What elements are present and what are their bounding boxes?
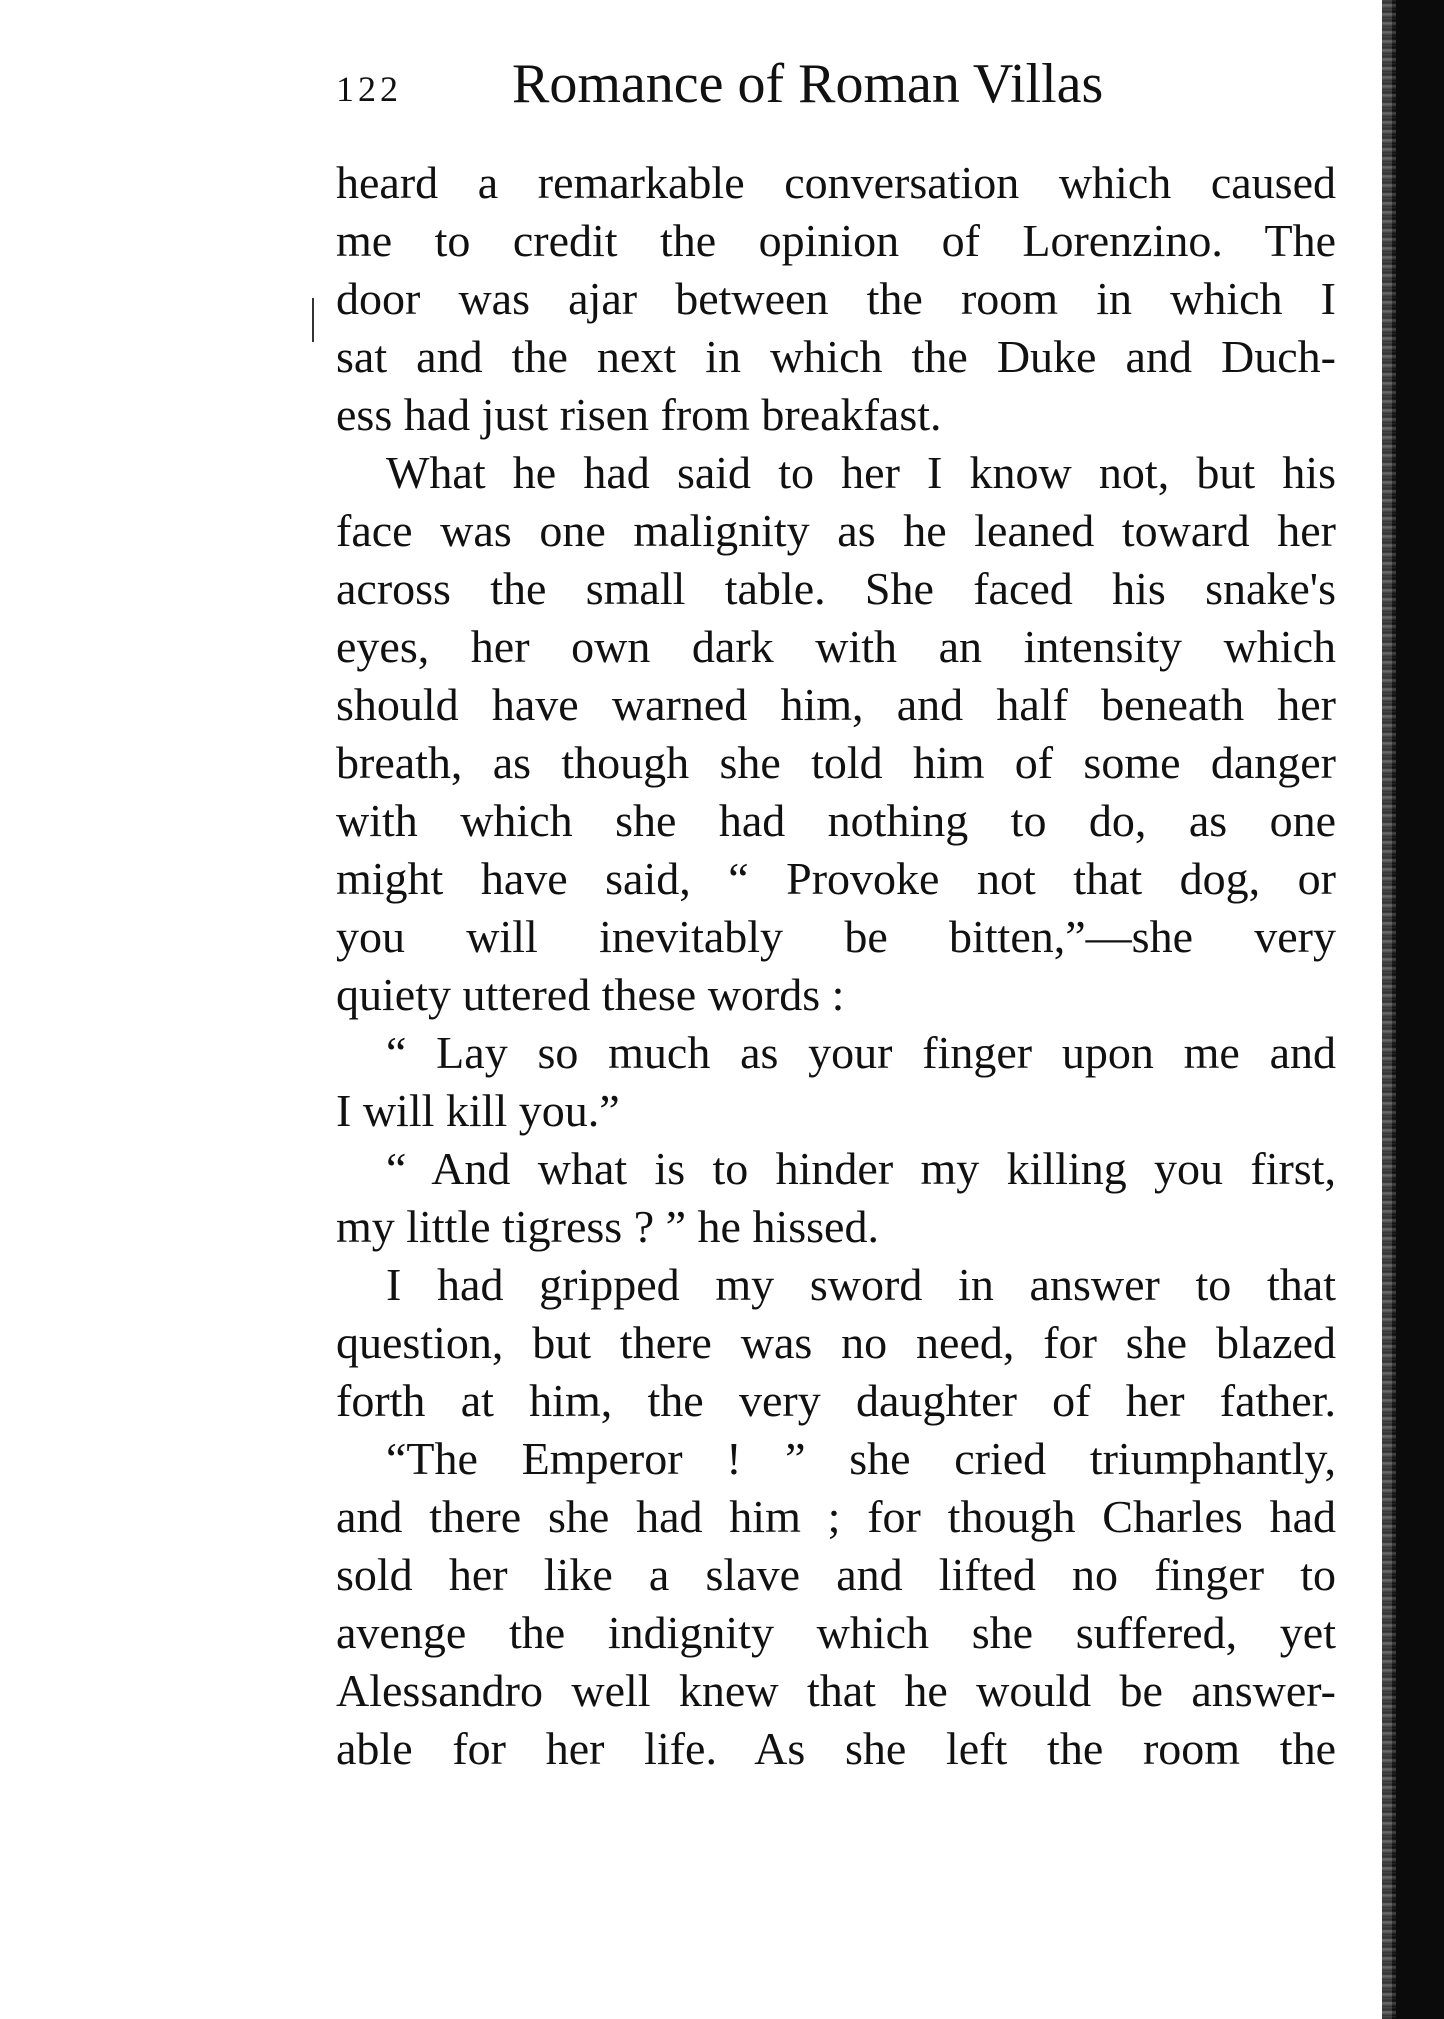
page-number: 122 [336, 69, 402, 109]
text-line: avenge the indignity which she suffered, yet [336, 1607, 1336, 1658]
text-line: I had gripped my sword in answer to that [386, 1259, 1336, 1310]
text-line: with which she had nothing to do, as one [336, 795, 1336, 846]
text-line: able for her life. As she left the room the [336, 1723, 1336, 1774]
text-line: question, but there was no need, for she blazed [336, 1317, 1336, 1368]
text-line: heard a remarkable conversation which caused [336, 157, 1336, 208]
text-line: “ And what is to hinder my killing you first, [386, 1143, 1336, 1194]
text-line: across the small table. She faced his snake's [336, 563, 1336, 614]
text-line: should have warned him, and half beneath her [336, 679, 1336, 730]
text-line: and there she had him ; for though Charles had [336, 1491, 1336, 1542]
text-line: I will kill you.” [336, 1085, 620, 1136]
text-line: forth at him, the very daughter of her father. [336, 1375, 1336, 1426]
text-line: my little tigress ? ” he hissed. [336, 1201, 879, 1252]
page-header [336, 46, 1176, 126]
text-line: sat and the next in which the Duke and Duch- [336, 331, 1336, 382]
text-line: might have said, “ Provoke not that dog, or [336, 853, 1336, 904]
text-line: face was one malignity as he leaned toward her [336, 505, 1336, 556]
page-edge-shadow [1392, 0, 1444, 2019]
text-line: eyes, her own dark with an intensity which [336, 621, 1336, 672]
text-line: you will inevitably be bitten,”—she very [336, 911, 1336, 962]
text-line: sold her like a slave and lifted no finger to [336, 1549, 1336, 1600]
text-line: “ Lay so much as your finger upon me and [386, 1027, 1336, 1078]
body-text [336, 154, 1336, 1778]
text-line: ess had just risen from breakfast. [336, 389, 942, 440]
text-line: me to credit the opinion of Lorenzino. The [336, 215, 1336, 266]
text-line: What he had said to her I know not, but his [386, 447, 1336, 498]
text-line: quiety uttered these words : [336, 969, 845, 1020]
text-line: door was ajar between the room in which I [336, 273, 1336, 324]
running-title: Romance of Roman Villas [512, 53, 1104, 115]
text-line: “The Emperor ! ” she cried triumphantly, [386, 1433, 1336, 1484]
text-line: Alessandro well knew that he would be answer- [336, 1665, 1336, 1716]
margin-mark [312, 298, 314, 342]
text-line: breath, as though she told him of some danger [336, 737, 1336, 788]
